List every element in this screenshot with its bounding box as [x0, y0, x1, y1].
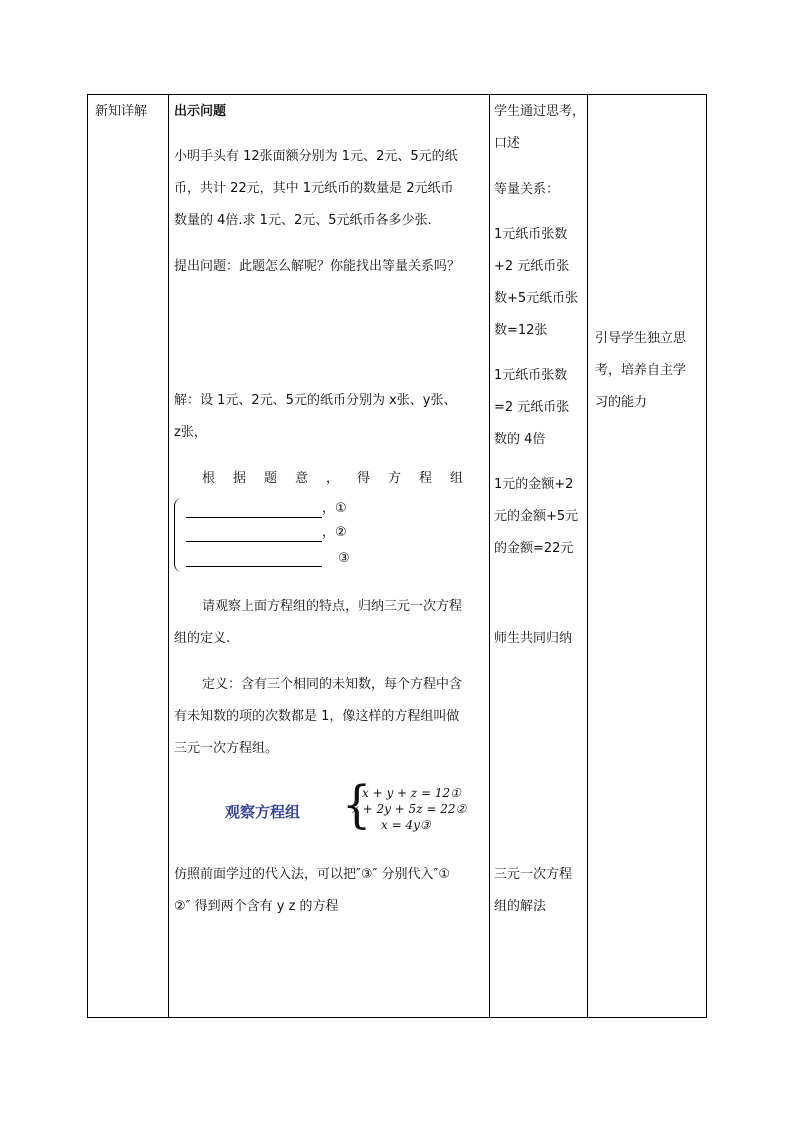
observe-system-label: 观察方程组	[225, 803, 301, 821]
lesson-table	[87, 94, 707, 1018]
observe-text: 请观察上面方程组的特点，归纳三元一次方程	[202, 599, 463, 614]
relation-text: 元的金额+5元	[494, 509, 579, 524]
equation-mark-1: ，①	[322, 501, 347, 516]
activity-text: 学生通过思考，	[494, 104, 586, 119]
relation-text: 1元纸币张数	[494, 227, 568, 242]
solution-text: 解：设 1元、2元、5元的纸币分别为 x张、y张、	[174, 393, 457, 408]
blank-line	[186, 517, 322, 518]
content-heading: 出示问题	[174, 104, 227, 119]
relation-text: 数=12张	[494, 323, 548, 338]
relation-text: 1元纸币张数	[494, 368, 568, 383]
system-brace	[174, 498, 183, 572]
activity-text: 组的解法	[494, 899, 547, 914]
equation-mark-3: ③	[338, 551, 350, 566]
relation-text: 1元的金额+2	[494, 477, 574, 492]
definition-text: 定义：含有三个相同的未知数，每个方程中含	[202, 677, 463, 692]
activity-text: 三元一次方程	[494, 867, 573, 882]
blank-line	[186, 541, 322, 542]
student-activity-cell	[489, 95, 587, 1017]
question-text: 提出问题：此题怎么解呢？你能找出等量关系吗？	[174, 259, 461, 274]
example-equation-2: x + 2y + 5z = 22②	[352, 802, 467, 816]
definition-text: 有未知数的项的次数都是 1，像这样的方程组叫做	[174, 709, 460, 724]
design-intent-cell	[587, 95, 706, 1017]
intent-text: 引导学生独立思	[595, 331, 687, 346]
equation-mark-2: ，②	[322, 525, 347, 540]
section-label: 新知详解	[95, 104, 148, 119]
example-equation-1: x + y + z = 12①	[362, 786, 461, 800]
content-cell	[168, 95, 489, 1017]
relation-text: =2 元纸币张	[494, 400, 570, 415]
relation-text: +2 元纸币张	[494, 259, 570, 274]
relation-text: 数的 4倍	[494, 432, 546, 447]
intent-text: 习的能力	[595, 395, 648, 410]
substitution-text: 仿照前面学过的代入法，可以把″③″ 分别代入″①	[174, 867, 451, 882]
substitution-text: ②″ 得到两个含有 y z 的方程	[174, 899, 339, 914]
problem-text: 币，共计 22元，其中 1元纸币的数量是 2元纸币	[174, 181, 454, 196]
section-cell	[88, 95, 168, 1017]
activity-text: 师生共同归纳	[494, 631, 573, 646]
observe-text: 组的定义.	[174, 631, 231, 646]
system-intro: 根据题意，得方程组	[202, 471, 482, 486]
example-system-brace: {	[342, 774, 372, 834]
intent-text: 考，培养自主学	[595, 363, 687, 378]
problem-text: 数量的 4倍.求 1元、2元、5元纸币各多少张.	[174, 213, 432, 228]
relation-text: 数+5元纸币张	[494, 291, 579, 306]
example-equation-3: x = 4y③	[381, 818, 431, 832]
relation-text: 的金额=22元	[494, 541, 574, 556]
activity-text: 口述	[494, 136, 521, 151]
problem-text: 小明手头有 12张面额分别为 1元、2元、5元的纸	[174, 149, 458, 164]
solution-text: z张，	[174, 425, 207, 440]
blank-line	[186, 566, 322, 567]
activity-text: 等量关系：	[494, 182, 560, 197]
definition-text: 三元一次方程组。	[174, 741, 279, 756]
